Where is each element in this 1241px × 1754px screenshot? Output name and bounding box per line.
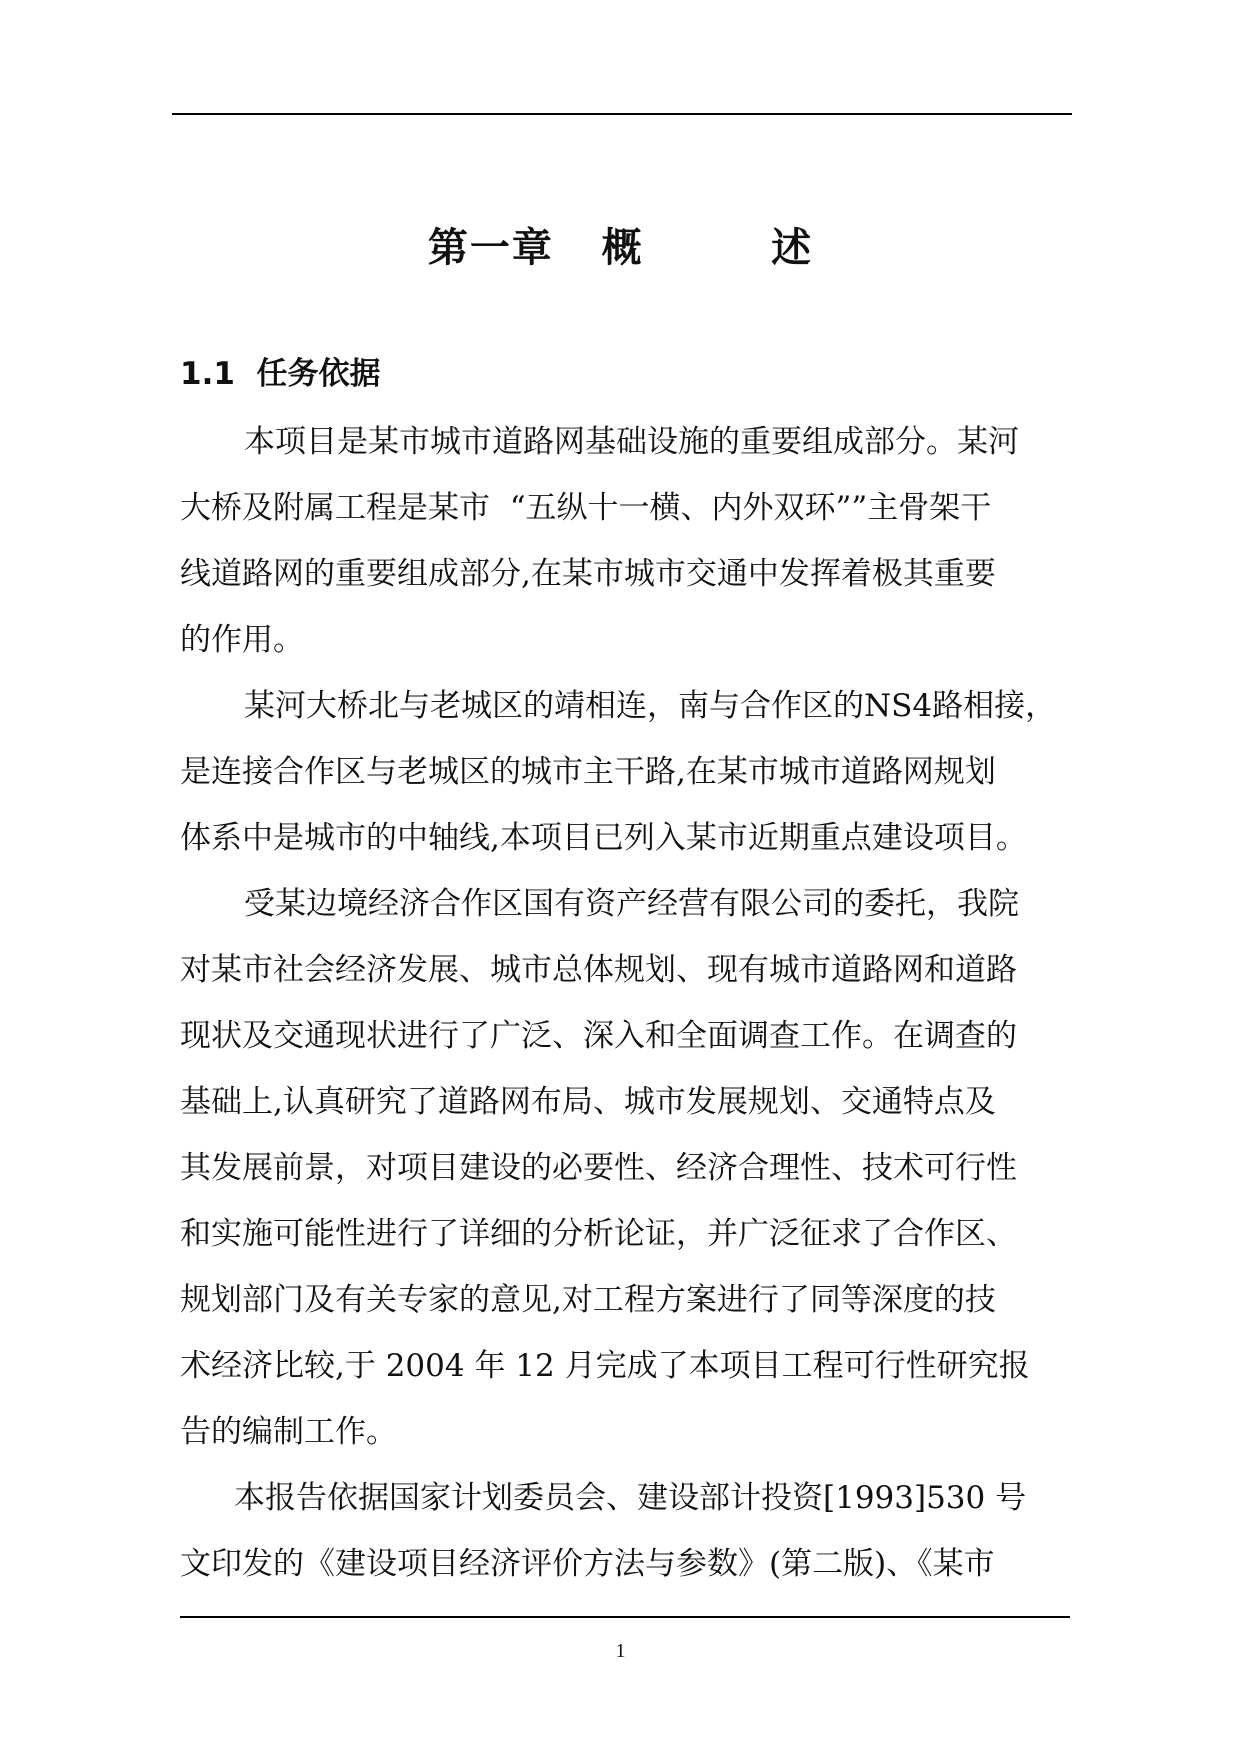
body-line: 术经济比较,于 2004 年 12 月完成了本项目工程可行性研究报 <box>180 1348 1030 1384</box>
body-line: 告的编制工作。 <box>180 1414 397 1450</box>
footer-rule <box>180 1616 1070 1618</box>
section-heading: 1.1 任务依据 <box>180 356 381 392</box>
body-line: 的作用。 <box>180 622 304 658</box>
header-rule <box>172 113 1072 115</box>
body-line: 和实施可能性进行了详细的分析论证，并广泛征求了合作区、 <box>180 1216 1017 1252</box>
body-line: 现状及交通现状进行了广泛、深入和全面调查工作。在调查的 <box>180 1018 1017 1054</box>
body-line: 本报告依据国家计划委员会、建设部计投资[1993]530 号 <box>234 1480 1027 1516</box>
body-line: 文印发的《建设项目经济评价方法与参数》(第二版)、《某市 <box>180 1546 995 1582</box>
body-line: 体系中是城市的中轴线,本项目已列入某市近期重点建设项目。 <box>180 820 1027 856</box>
body-line: 本项目是某市城市道路网基础设施的重要组成部分。某河 <box>244 424 1019 460</box>
body-line: 受某边境经济合作区国有资产经营有限公司的委托，我院 <box>244 886 1019 922</box>
body-line: 规划部门及有关专家的意见,对工程方案进行了同等深度的技 <box>180 1282 996 1318</box>
body-line: 某河大桥北与老城区的靖相连，南与合作区的NS4路相接， <box>244 688 1057 724</box>
body-line: 其发展前景，对项目建设的必要性、经济合理性、技术可行性 <box>180 1150 1017 1186</box>
page-number: 1 <box>615 1640 626 1662</box>
body-line: 对某市社会经济发展、城市总体规划、现有城市道路网和道路 <box>180 952 1017 988</box>
body-line: 线道路网的重要组成部分,在某市城市交通中发挥着极其重要 <box>180 556 996 592</box>
chapter-title: 第一章 概 述 <box>427 225 814 271</box>
body-line: 是连接合作区与老城区的城市主干路,在某市城市道路网规划 <box>180 754 996 790</box>
body-line: 基础上,认真研究了道路网布局、城市发展规划、交通特点及 <box>180 1084 996 1120</box>
body-line: 大桥及附属工程是某市 “五纵十一横、内外双环””主骨架干 <box>180 490 992 526</box>
